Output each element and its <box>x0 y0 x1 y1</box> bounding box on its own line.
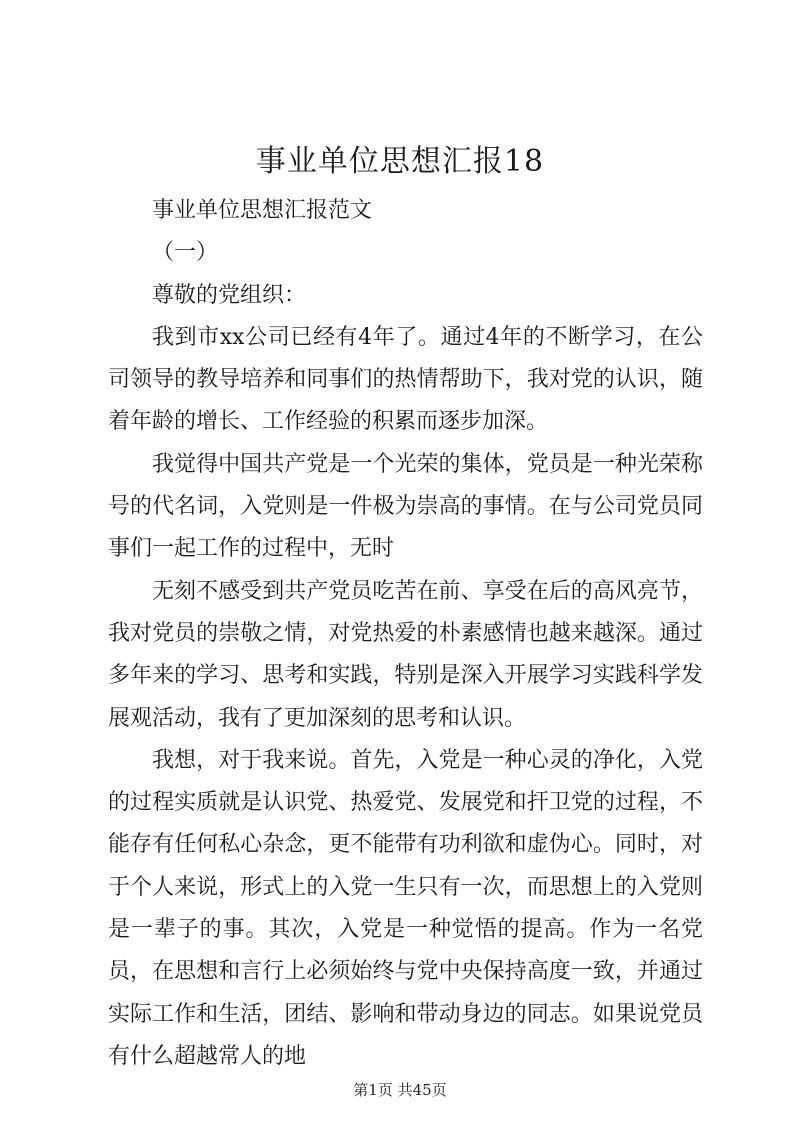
body-paragraph: 我觉得中国共产党是一个光荣的集体，党员是一种光荣称号的代名词，入党则是一件极为崇高的事情。在与公司党员同事们一起工作的过程中，无时 <box>108 451 703 562</box>
body-paragraph: 我想，对于我来说。首先，入党是一种心灵的净化，入党的过程实质就是认识党、热爱党、发展党和扞卫党的过程，不能存有任何私心杂念，更不能带有功利欲和虚伪心。同时，对于个人来说，形式上的入党一生只有一次，而思想上的入党则是一辈子的事。其次，入党是一种觉悟的提高。作为一名党员，在思想和言行上必须始终与党中央保持高度一致，并通过实际工作和生活，团结、影响和带动身边的同志。如果说党员有什么超越常人的地 <box>108 747 703 1069</box>
document-title: 事业单位思想汇报18 <box>255 144 545 179</box>
page-footer: 第1页 共45页 <box>353 1081 447 1099</box>
body-paragraph: 我到市xx公司已经有4年了。通过4年的不断学习，在公司领导的教导培养和同事们的热情帮助下，我对党的认识，随着年龄的增长、工作经验的积累而逐步加深。 <box>108 324 703 435</box>
subtitle-paragraph: 事业单位思想汇报范文 <box>152 198 373 223</box>
salutation-paragraph: 尊敬的党组织： <box>152 282 307 308</box>
document-body <box>108 190 703 1078</box>
body-paragraph: 无刻不感受到共产党员吃苦在前、享受在后的高风亮节，我对党员的崇敬之情，对党热爱的朴素感情也越来越深。通过多年来的学习、思考和实践，特别是深入开展学习实践科学发展观活动，我有了更加深刻的思考和认识。 <box>108 578 703 731</box>
section-number-paragraph: （一） <box>152 240 219 266</box>
